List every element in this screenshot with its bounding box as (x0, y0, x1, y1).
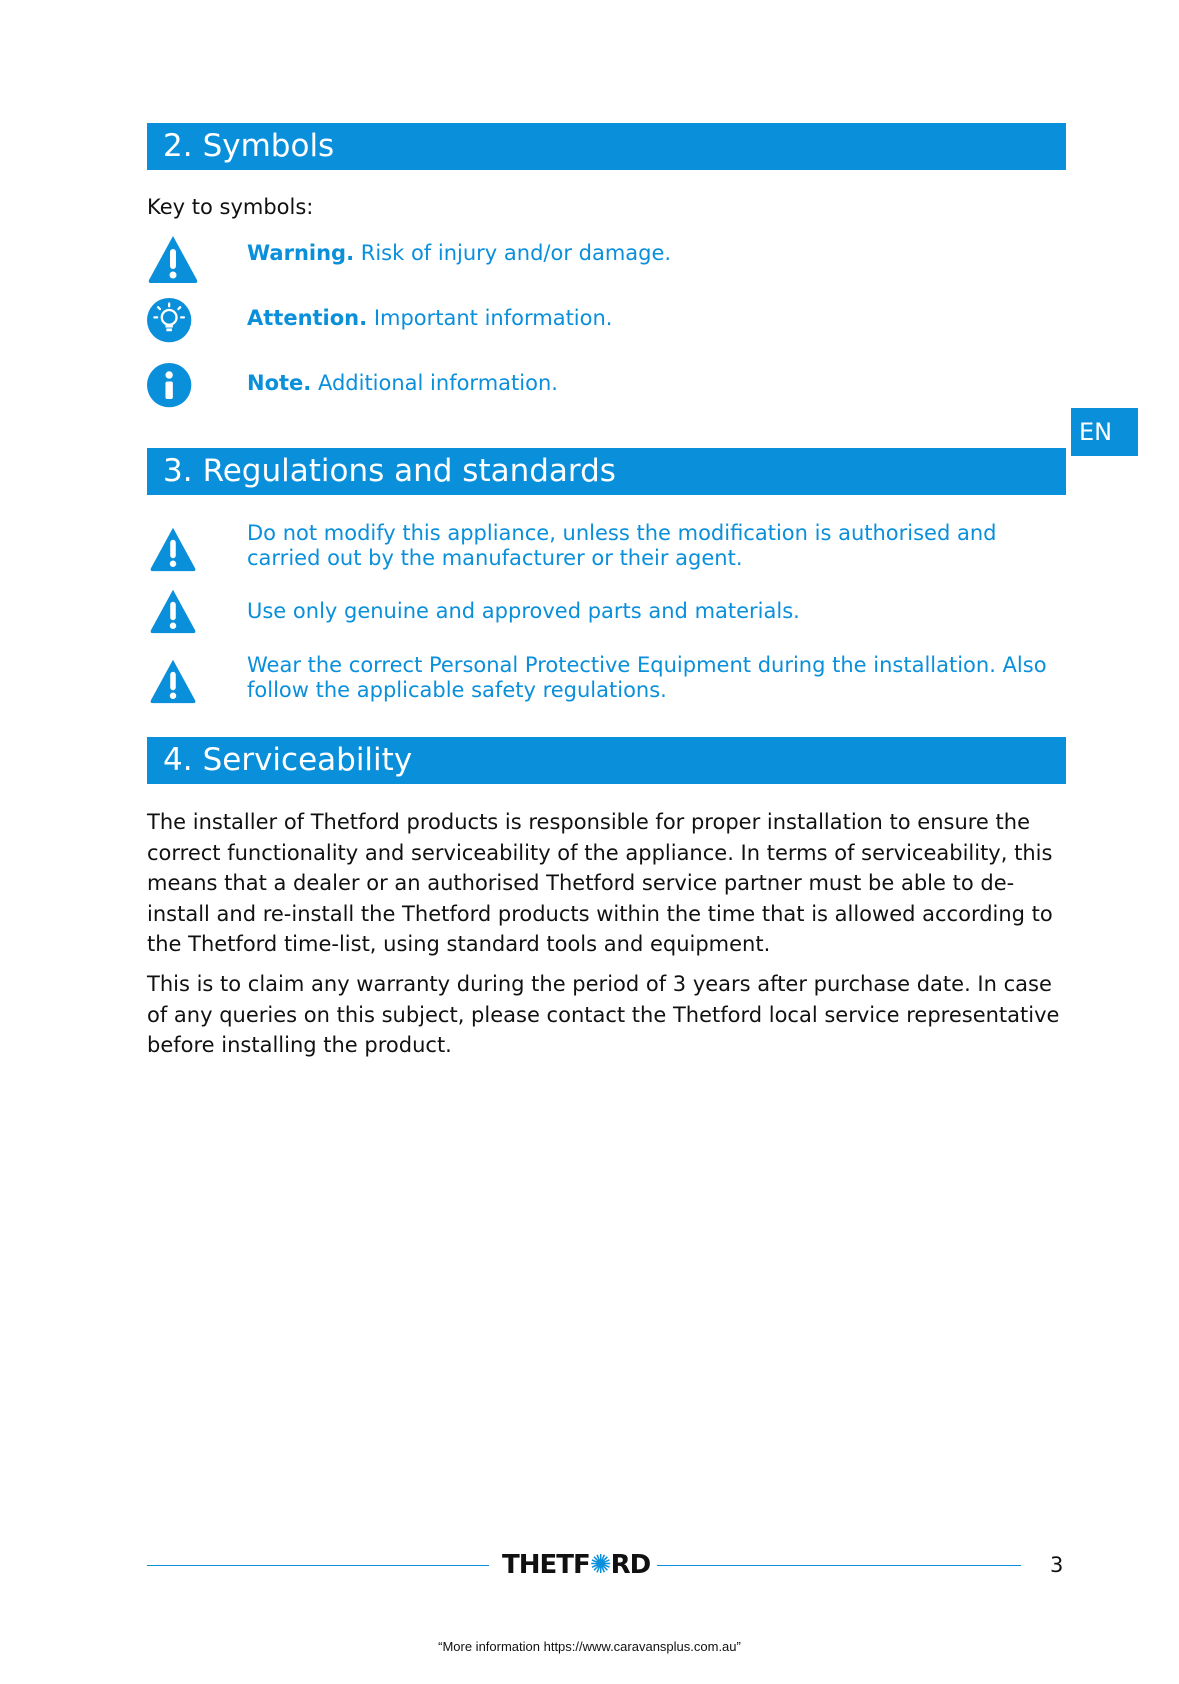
warning-triangle-icon (147, 587, 199, 635)
regulation-text: Do not modify this appliance, unless the modification is authorised and carried out by the manufacturer or their agent. (247, 521, 997, 570)
regulation-text: Use only genuine and approved parts and materials. (247, 599, 800, 623)
section-title: Serviceability (202, 742, 413, 778)
regulation-row (147, 521, 1067, 577)
section-heading-serviceability (147, 737, 1066, 784)
more-info-link[interactable]: “More information https://www.caravansplus.com.au” (438, 1639, 741, 1654)
symbol-row-warning (147, 233, 1067, 289)
info-icon (147, 363, 195, 411)
key-to-symbols-label: Key to symbols: (147, 195, 314, 219)
warning-triangle-icon (147, 657, 199, 705)
section-number: 3. (163, 453, 193, 489)
footer-rule-left (147, 1565, 489, 1566)
logo-sun-icon: ✺ (589, 1550, 611, 1580)
section-heading-symbols (147, 123, 1066, 170)
regulation-text: Wear the correct Personal Protective Equipment during the installation. Also follow the applicable safety regulations. (247, 653, 1047, 702)
serviceability-paragraph: The installer of Thetford products is responsible for proper installation to ensure the correct functionality and serviceability of the appliance. In terms of serviceability, this means that a dealer or an authorised Thetford service partner must be able to de-install and re-install the Thetford products within the time that is allowed according to the Thetford time-list, using standard tools and equipment. (147, 810, 1053, 956)
warning-triangle-icon (147, 233, 199, 285)
regulation-row (147, 599, 1067, 649)
thetford-logo: THETF✺RD (502, 1550, 651, 1580)
page-number: 3 (1050, 1553, 1064, 1577)
section-heading-regulations (147, 448, 1066, 495)
footer-rule-right (657, 1565, 1021, 1566)
symbol-label: Attention. (247, 306, 368, 330)
symbol-text: Risk of injury and/or damage. (360, 241, 672, 265)
symbol-text: Important information. (373, 306, 613, 330)
section-title: Symbols (202, 128, 335, 164)
attention-lightbulb-icon (147, 298, 195, 346)
symbol-label: Note. (247, 371, 312, 395)
section-number: 2. (163, 128, 193, 164)
symbol-label: Warning. (247, 241, 355, 265)
serviceability-paragraph: This is to claim any warranty during the period of 3 years after purchase date. In case of any queries on this subject, please contact the Thetford local service representative before installing the product. (147, 972, 1060, 1057)
section-number: 4. (163, 742, 193, 778)
symbol-row-note (147, 363, 1067, 419)
symbol-text: Additional information. (317, 371, 558, 395)
warning-triangle-icon (147, 525, 199, 573)
section-title: Regulations and standards (202, 453, 616, 489)
regulation-row (147, 653, 1067, 709)
symbol-row-attention (147, 298, 1067, 354)
language-tab[interactable]: EN (1071, 408, 1138, 456)
